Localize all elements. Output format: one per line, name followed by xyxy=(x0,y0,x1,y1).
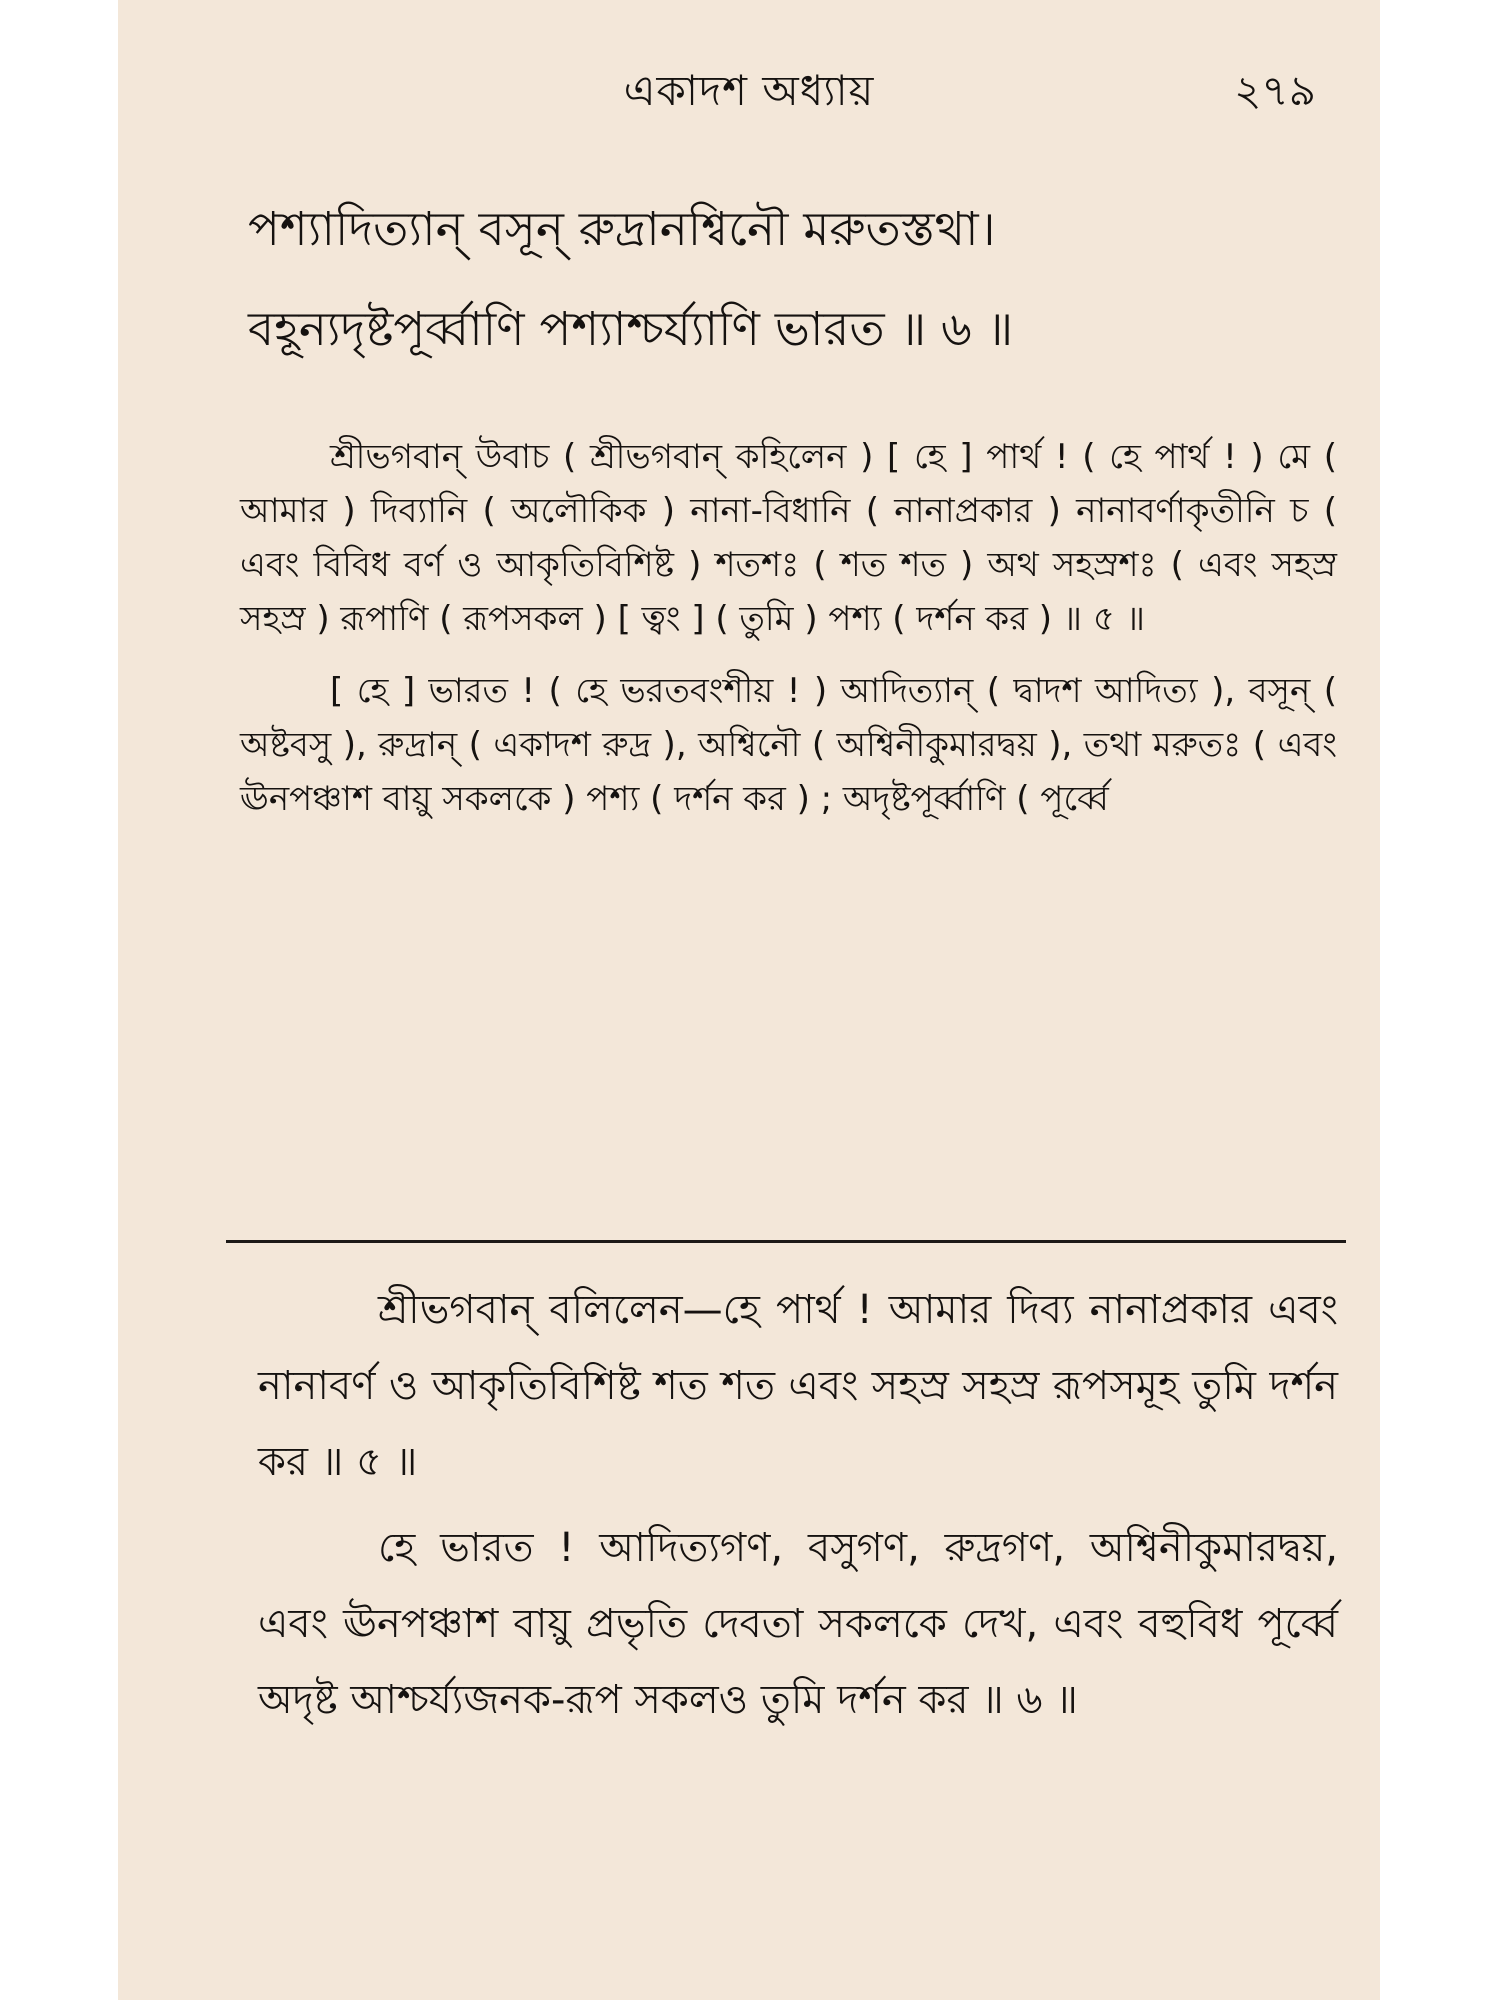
book-page xyxy=(118,0,1380,2000)
verse-line-2: বহূন্যদৃষ্টপূর্ব্বাণি পশ্যাশ্চর্য্যাণি ভারত ॥ ৬ ॥ xyxy=(248,302,1014,357)
verse-line-1: পশ্যাদিত্যান্ বসূন্ রুদ্রানশ্বিনৌ মরুতস্তথা। xyxy=(248,202,996,257)
translation-paragraph-1: শ্রীভগবান্ বলিলেন—হে পার্থ ! আমার দিব্য নানাপ্রকার এবং নানাবর্ণ ও আকৃতিবিশিষ্ট শত শত এবং সহস্র সহস্র রূপসমূহ তুমি দর্শন কর ॥ ৫ ॥ xyxy=(258,1287,1338,1485)
commentary-paragraph-1: শ্রীভগবান্ উবাচ ( শ্রীভগবান্ কহিলেন ) [ হে ] পার্থ ! ( হে পার্থ ! ) মে ( আমার ) দিব্যানি ( অলৌকিক ) নানা-বিধানি ( নানাপ্রকার ) নানাবর্ণাকৃতীনি চ ( এবং বিবিধ বর্ণ ও আকৃতিবিশিষ্ট ) শতশঃ ( শত শত ) অথ সহস্রশঃ ( এবং সহস্র সহস্র ) রূপাণি ( রূপসকল ) [ ত্বং ] ( তুমি ) পশ্য ( দর্শন কর ) ॥ ৫ ॥ xyxy=(240,437,1337,639)
translation-paragraph-2: হে ভারত ! আদিত্যগণ, বসুগণ, রুদ্রগণ, অশ্বিনীকুমারদ্বয়, এবং ঊনপঞ্চাশ বায়ু প্রভৃতি দেবতা সকলকে দেখ, এবং বহুবিধ পূর্ব্বে অদৃষ্ট আশ্চর্য্যজনক-রূপ সকলও তুমি দর্শন কর ॥ ৬ ॥ xyxy=(258,1525,1338,1723)
page-number: ২৭৯ xyxy=(1234,66,1316,115)
running-title: একাদশ অধ্যায় xyxy=(623,66,875,115)
page-header xyxy=(118,58,1380,118)
sanskrit-verse xyxy=(248,180,1308,380)
bengali-translation xyxy=(258,1272,1338,1738)
word-commentary xyxy=(240,430,1337,826)
section-divider xyxy=(226,1240,1346,1243)
commentary-paragraph-2: [ হে ] ভারত ! ( হে ভরতবংশীয় ! ) আদিত্যান্ ( দ্বাদশ আদিত্য ), বসূন্ ( অষ্টবসু ), রুদ্রান্ ( একাদশ রুদ্র ), অশ্বিনৌ ( অশ্বিনীকুমারদ্বয় ), তথা মরুতঃ ( এবং ঊনপঞ্চাশ বায়ু সকলকে ) পশ্য ( দর্শন কর ) ; অদৃষ্টপূর্ব্বাণি ( পূর্ব্বে xyxy=(240,671,1337,819)
